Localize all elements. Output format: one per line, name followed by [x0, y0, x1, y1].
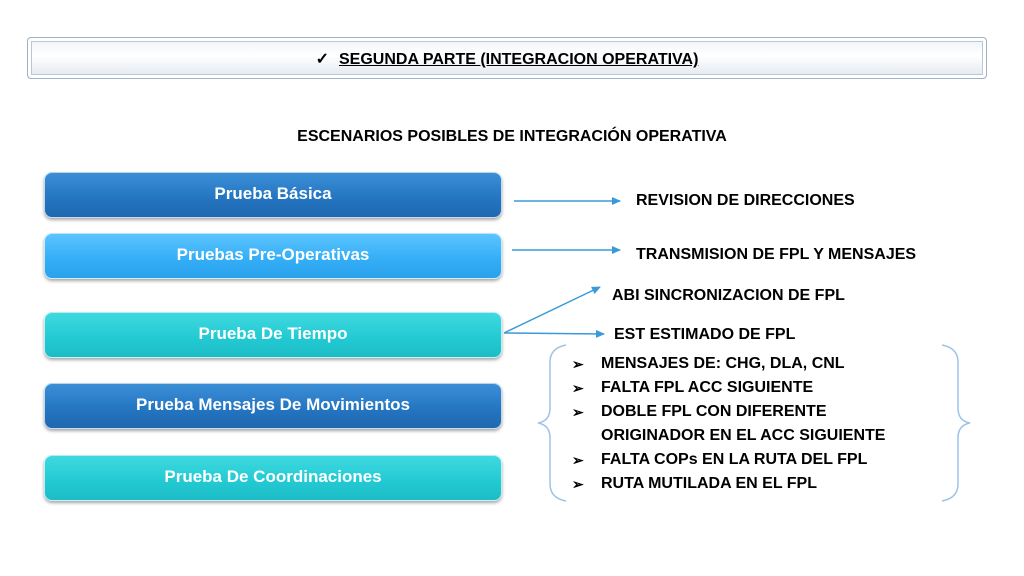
list-item: ➢ FALTA FPL ACC SIGUIENTE	[572, 376, 885, 400]
checkmark-icon: ✓	[315, 51, 329, 68]
list-item-continuation: ORIGINADOR EN EL ACC SIGUIENTE	[601, 427, 886, 444]
label-transmision-de-fpl: TRANSMISION DE FPL Y MENSAJES	[636, 246, 917, 263]
arrow-to-abi-sincronizacion	[504, 287, 600, 333]
arrowhead-bullet-icon: ➢	[572, 380, 584, 396]
box-pruebas-pre-operativas: Pruebas Pre-Operativas	[44, 233, 502, 279]
section-header-title: SEGUNDA PARTE (INTEGRACION OPERATIVA)	[338, 51, 699, 68]
box-prueba-de-tiempo: Prueba De Tiempo	[44, 312, 502, 358]
box-prueba-basica: Prueba Básica	[44, 172, 502, 218]
box-prueba-mensajes-de-movimientos: Prueba Mensajes De Movimientos	[44, 383, 502, 429]
arrow-to-est-estimado	[504, 333, 604, 334]
label-revision-de-direcciones: REVISION DE DIRECCIONES	[636, 192, 855, 209]
list-item: ➢ FALTA COPs EN LA RUTA DEL FPL	[572, 448, 885, 472]
label-abi-sincronizacion: ABI SINCRONIZACION DE FPL	[612, 287, 845, 304]
box-prueba-de-coordinaciones: Prueba De Coordinaciones	[44, 455, 502, 501]
arrowhead-bullet-icon: ➢	[572, 404, 584, 420]
label-est-estimado: EST ESTIMADO DE FPL	[614, 326, 796, 343]
arrowhead-bullet-icon: ➢	[572, 356, 584, 372]
arrowhead-bullet-icon: ➢	[572, 476, 584, 492]
list-item: ➢ MENSAJES DE: CHG, DLA, CNL	[572, 352, 885, 376]
arrowhead-bullet-icon: ➢	[572, 452, 584, 468]
issues-list	[572, 352, 885, 496]
left-curly-brace	[538, 345, 566, 501]
right-curly-brace	[942, 345, 970, 501]
list-item: ➢ DOBLE FPL CON DIFERENTE	[572, 400, 885, 424]
list-item: ➢ RUTA MUTILADA EN EL FPL	[572, 472, 885, 496]
diagram-title: ESCENARIOS POSIBLES DE INTEGRACIÓN OPERATIVA	[297, 128, 727, 145]
